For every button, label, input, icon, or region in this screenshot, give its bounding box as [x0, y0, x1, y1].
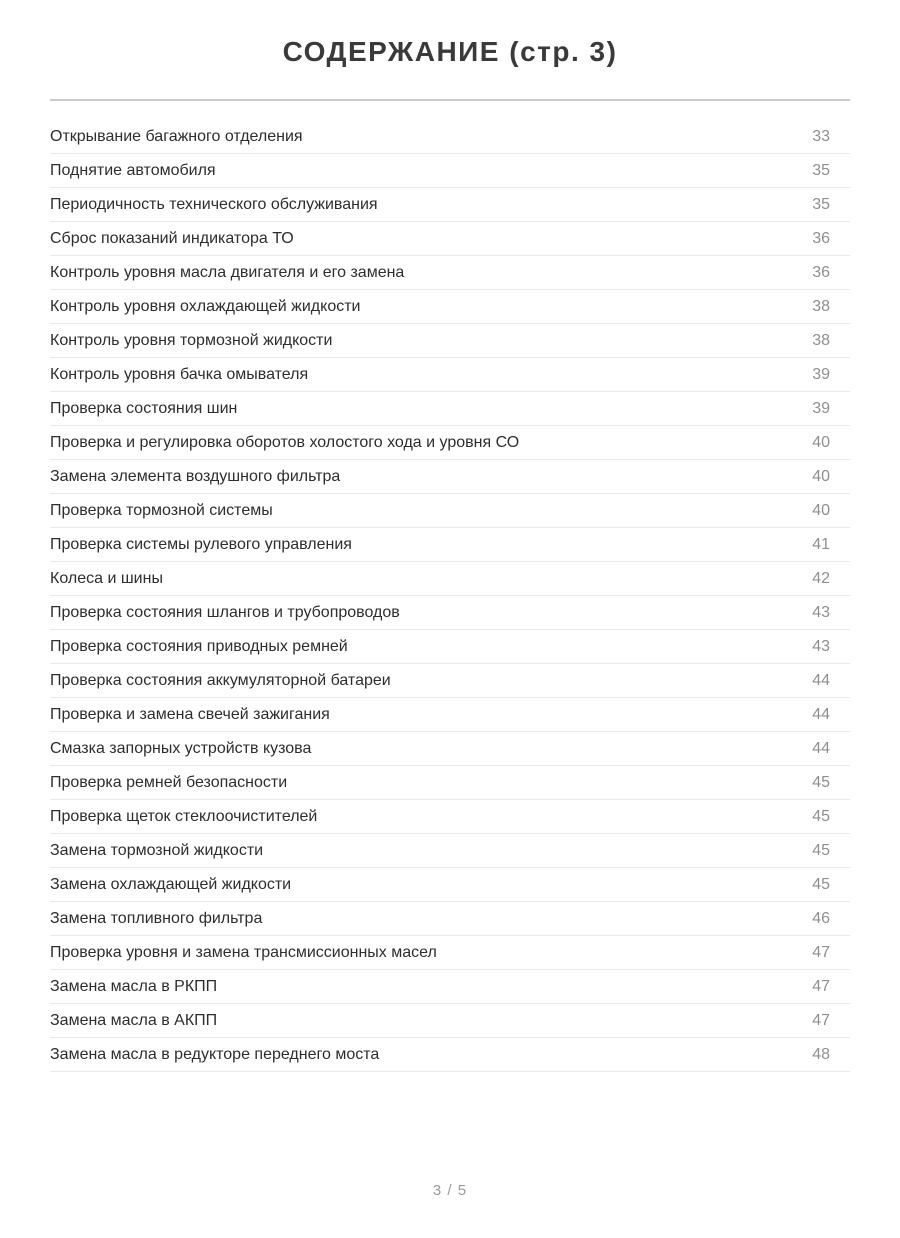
- toc-entry-label: Периодичность технического обслуживания: [50, 195, 378, 213]
- toc-row: [50, 630, 850, 664]
- toc-entry-label: Замена масла в редукторе переднего моста: [50, 1045, 380, 1063]
- toc-entry-label: Проверка состояния шин: [50, 399, 238, 417]
- toc-row: [50, 494, 850, 528]
- toc-entry-page: 47: [812, 977, 830, 995]
- toc-entry-page: 39: [812, 399, 830, 417]
- toc-entry-label: Замена тормозной жидкости: [50, 841, 264, 859]
- toc-list: [50, 120, 850, 1072]
- toc-entry-page: 38: [812, 331, 830, 349]
- toc-entry-page: 35: [812, 161, 830, 179]
- toc-row: [50, 358, 850, 392]
- toc-row: [50, 732, 850, 766]
- toc-entry-label: Контроль уровня тормозной жидкости: [50, 331, 333, 349]
- toc-entry-label: Открывание багажного отделения: [50, 127, 303, 145]
- toc-entry-label: Проверка и регулировка оборотов холостого хода и уровня СО: [50, 433, 520, 451]
- toc-row: [50, 1004, 850, 1038]
- toc-entry-page: 36: [812, 229, 830, 247]
- toc-entry-page: 35: [812, 195, 830, 213]
- page-title: СОДЕРЖАНИЕ (стр. 3): [282, 36, 618, 67]
- toc-entry-label: Проверка системы рулевого управления: [50, 535, 352, 553]
- toc-entry-page: 45: [812, 875, 830, 893]
- toc-entry-page: 45: [812, 807, 830, 825]
- toc-row: [50, 902, 850, 936]
- toc-entry-page: 40: [812, 433, 830, 451]
- toc-entry-label: Замена масла в РКПП: [50, 977, 218, 995]
- toc-entry-label: Колеса и шины: [50, 569, 163, 587]
- toc-entry-page: 40: [812, 501, 830, 519]
- toc-row: [50, 834, 850, 868]
- toc-row: [50, 426, 850, 460]
- toc-entry-label: Контроль уровня масла двигателя и его замена: [50, 263, 405, 281]
- toc-row: [50, 392, 850, 426]
- toc-entry-page: 36: [812, 263, 830, 281]
- toc-entry-page: 43: [812, 637, 830, 655]
- toc-row: [50, 766, 850, 800]
- toc-entry-label: Проверка тормозной системы: [50, 501, 273, 519]
- toc-row: [50, 154, 850, 188]
- toc-row: [50, 1038, 850, 1072]
- toc-entry-page: 44: [812, 705, 830, 723]
- toc-row: [50, 256, 850, 290]
- toc-entry-page: 43: [812, 603, 830, 621]
- toc-row: [50, 562, 850, 596]
- toc-entry-label: Контроль уровня охлаждающей жидкости: [50, 297, 361, 315]
- toc-entry-page: 33: [812, 127, 830, 145]
- toc-row: [50, 698, 850, 732]
- toc-entry-page: 46: [812, 909, 830, 927]
- toc-row: [50, 120, 850, 154]
- toc-entry-page: 44: [812, 739, 830, 757]
- toc-row: [50, 324, 850, 358]
- toc-row: [50, 970, 850, 1004]
- toc-entry-label: Проверка состояния шлангов и трубопроводов: [50, 603, 400, 621]
- toc-row: [50, 290, 850, 324]
- toc-entry-page: 45: [812, 841, 830, 859]
- toc-entry-label: Проверка состояния приводных ремней: [50, 637, 348, 655]
- page-indicator: 3 / 5: [432, 1182, 468, 1199]
- toc-entry-label: Проверка уровня и замена трансмиссионных масел: [50, 943, 437, 961]
- toc-entry-page: 48: [812, 1045, 830, 1063]
- toc-entry-page: 39: [812, 365, 830, 383]
- toc-entry-label: Замена масла в АКПП: [50, 1011, 218, 1029]
- toc-entry-label: Поднятие автомобиля: [50, 161, 216, 179]
- toc-entry-label: Замена топливного фильтра: [50, 909, 263, 927]
- toc-row: [50, 528, 850, 562]
- toc-entry-label: Контроль уровня бачка омывателя: [50, 365, 309, 383]
- toc-entry-page: 42: [812, 569, 830, 587]
- toc-entry-page: 45: [812, 773, 830, 791]
- toc-row: [50, 868, 850, 902]
- toc-entry-label: Проверка ремней безопасности: [50, 773, 288, 791]
- toc-row: [50, 222, 850, 256]
- document-page: [0, 38, 900, 1238]
- toc-entry-label: Сброс показаний индикатора ТО: [50, 229, 294, 247]
- toc-row: [50, 664, 850, 698]
- toc-row: [50, 936, 850, 970]
- toc-row: [50, 460, 850, 494]
- toc-row: [50, 596, 850, 630]
- toc-entry-label: Смазка запорных устройств кузова: [50, 739, 312, 757]
- toc-row: [50, 188, 850, 222]
- toc-entry-page: 41: [812, 535, 830, 553]
- title-divider: [50, 99, 850, 101]
- toc-entry-page: 47: [812, 1011, 830, 1029]
- toc-entry-page: 47: [812, 943, 830, 961]
- toc-entry-label: Проверка и замена свечей зажигания: [50, 705, 330, 723]
- toc-entry-page: 38: [812, 297, 830, 315]
- toc-entry-label: Замена элемента воздушного фильтра: [50, 467, 341, 485]
- toc-entry-label: Проверка состояния аккумуляторной батареи: [50, 671, 391, 689]
- toc-row: [50, 800, 850, 834]
- toc-entry-page: 40: [812, 467, 830, 485]
- toc-entry-label: Замена охлаждающей жидкости: [50, 875, 292, 893]
- toc-entry-page: 44: [812, 671, 830, 689]
- toc-entry-label: Проверка щеток стеклоочистителей: [50, 807, 318, 825]
